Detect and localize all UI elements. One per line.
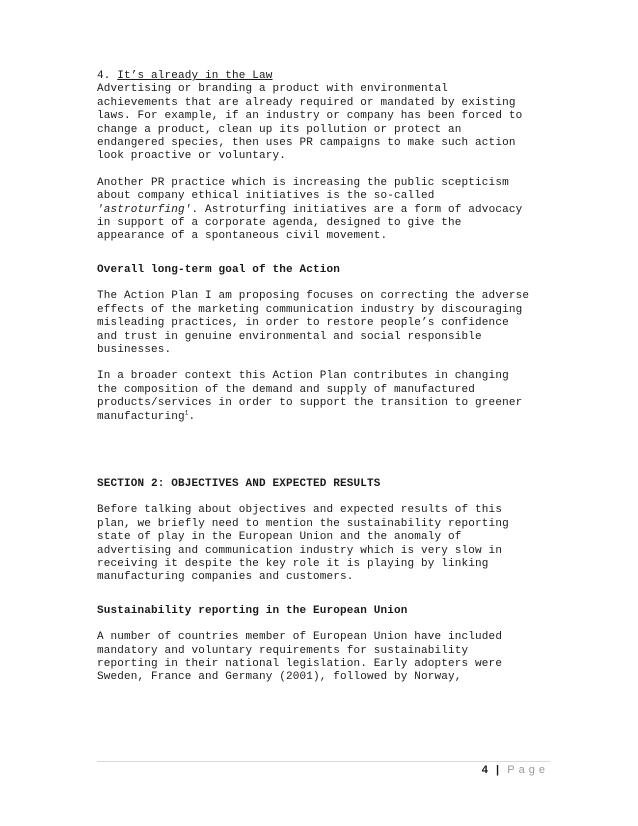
text-line: about company ethical initiatives is the so-called [97,190,435,203]
footer-divider [97,761,550,762]
text-line: mandatory and voluntary requirements for sustainability [97,644,469,657]
text-line: manufacturing$^1$. [97,408,196,423]
section-2-heading: SECTION 2: OBJECTIVES AND EXPECTED RESULTS [97,477,381,490]
text-line: appearance of a spontaneous civil movement. [97,230,388,243]
text-line: in support of a corporate agenda, designed to give the [97,217,462,230]
text-line: Before talking about objectives and expected results of this [97,504,503,517]
goal-paragraph [97,290,557,357]
astroturfing-term: 'astroturfing' [97,203,192,216]
eu-reporting-heading: Sustainability reporting in the European Union [97,604,408,617]
text-line: advertising and communication industry which is very slow in [97,544,503,557]
section-4-title: It’s already in the Law [117,70,273,82]
eu-reporting-paragraph [97,631,557,685]
section-4-title-line [97,70,557,83]
footnote-marker: 1 [184,408,189,416]
text-line: Advertising or branding a product with environmental [97,83,449,96]
page-number: 4 [481,764,491,776]
text-line: Another PR practice which is increasing the public scepticism [97,176,509,189]
text-line: the composition of the demand and supply of manufactured [97,383,476,396]
section-4-paragraph [97,83,557,163]
text-line: achievements that are already required or mandated by existing [97,96,516,109]
text-line: products/services in order to support the transition to greener [97,397,523,410]
text-line: change a product, clean up its pollution or protect an [97,123,462,136]
text-line: misleading practices, in order to restore people’s confidence [97,317,509,330]
footer-separator: | [496,764,502,776]
text-line: The Action Plan I am proposing focuses on correcting the adverse [97,290,530,303]
page-body [97,70,557,685]
goal-heading: Overall long-term goal of the Action [97,263,341,276]
section-2-paragraph [97,504,557,584]
text-line: reporting in their national legislation. Early adopters were [97,658,503,670]
text-line: A number of countries member of European Union have included [97,631,503,644]
text-line: manufacturing companies and customers. [97,571,354,584]
astroturfing-paragraph [97,177,557,244]
text-line: Sweden, France and Germany (2001), followed by Norway, [97,671,462,684]
text-line: businesses. [97,343,172,356]
section-4-number: 4. [97,70,118,82]
text-line: In a broader context this Action Plan contributes in changing [97,370,509,383]
text-line: effects of the marketing communication industry by discouraging [97,303,523,316]
text-line: laws. For example, if an industry or company has been forced to [97,110,523,123]
text-line: receiving it despite the key role it is playing by linking [97,557,489,570]
text-line: and trust in genuine environmental and social responsible [97,330,482,343]
page-label: Page [507,764,549,776]
text-line: 'astroturfing'. Astroturfing initiatives are a form of advocacy [97,203,523,216]
text-line: endangered species, then uses PR campaigns to make such action [97,137,516,150]
text-line: plan, we briefly need to mention the sustainability reporting [97,517,509,530]
broader-context-paragraph [97,370,557,424]
text-line: state of play in the European Union and the anomaly of [97,531,462,544]
text-line: look proactive or voluntary. [97,150,287,163]
page-footer [482,764,549,776]
